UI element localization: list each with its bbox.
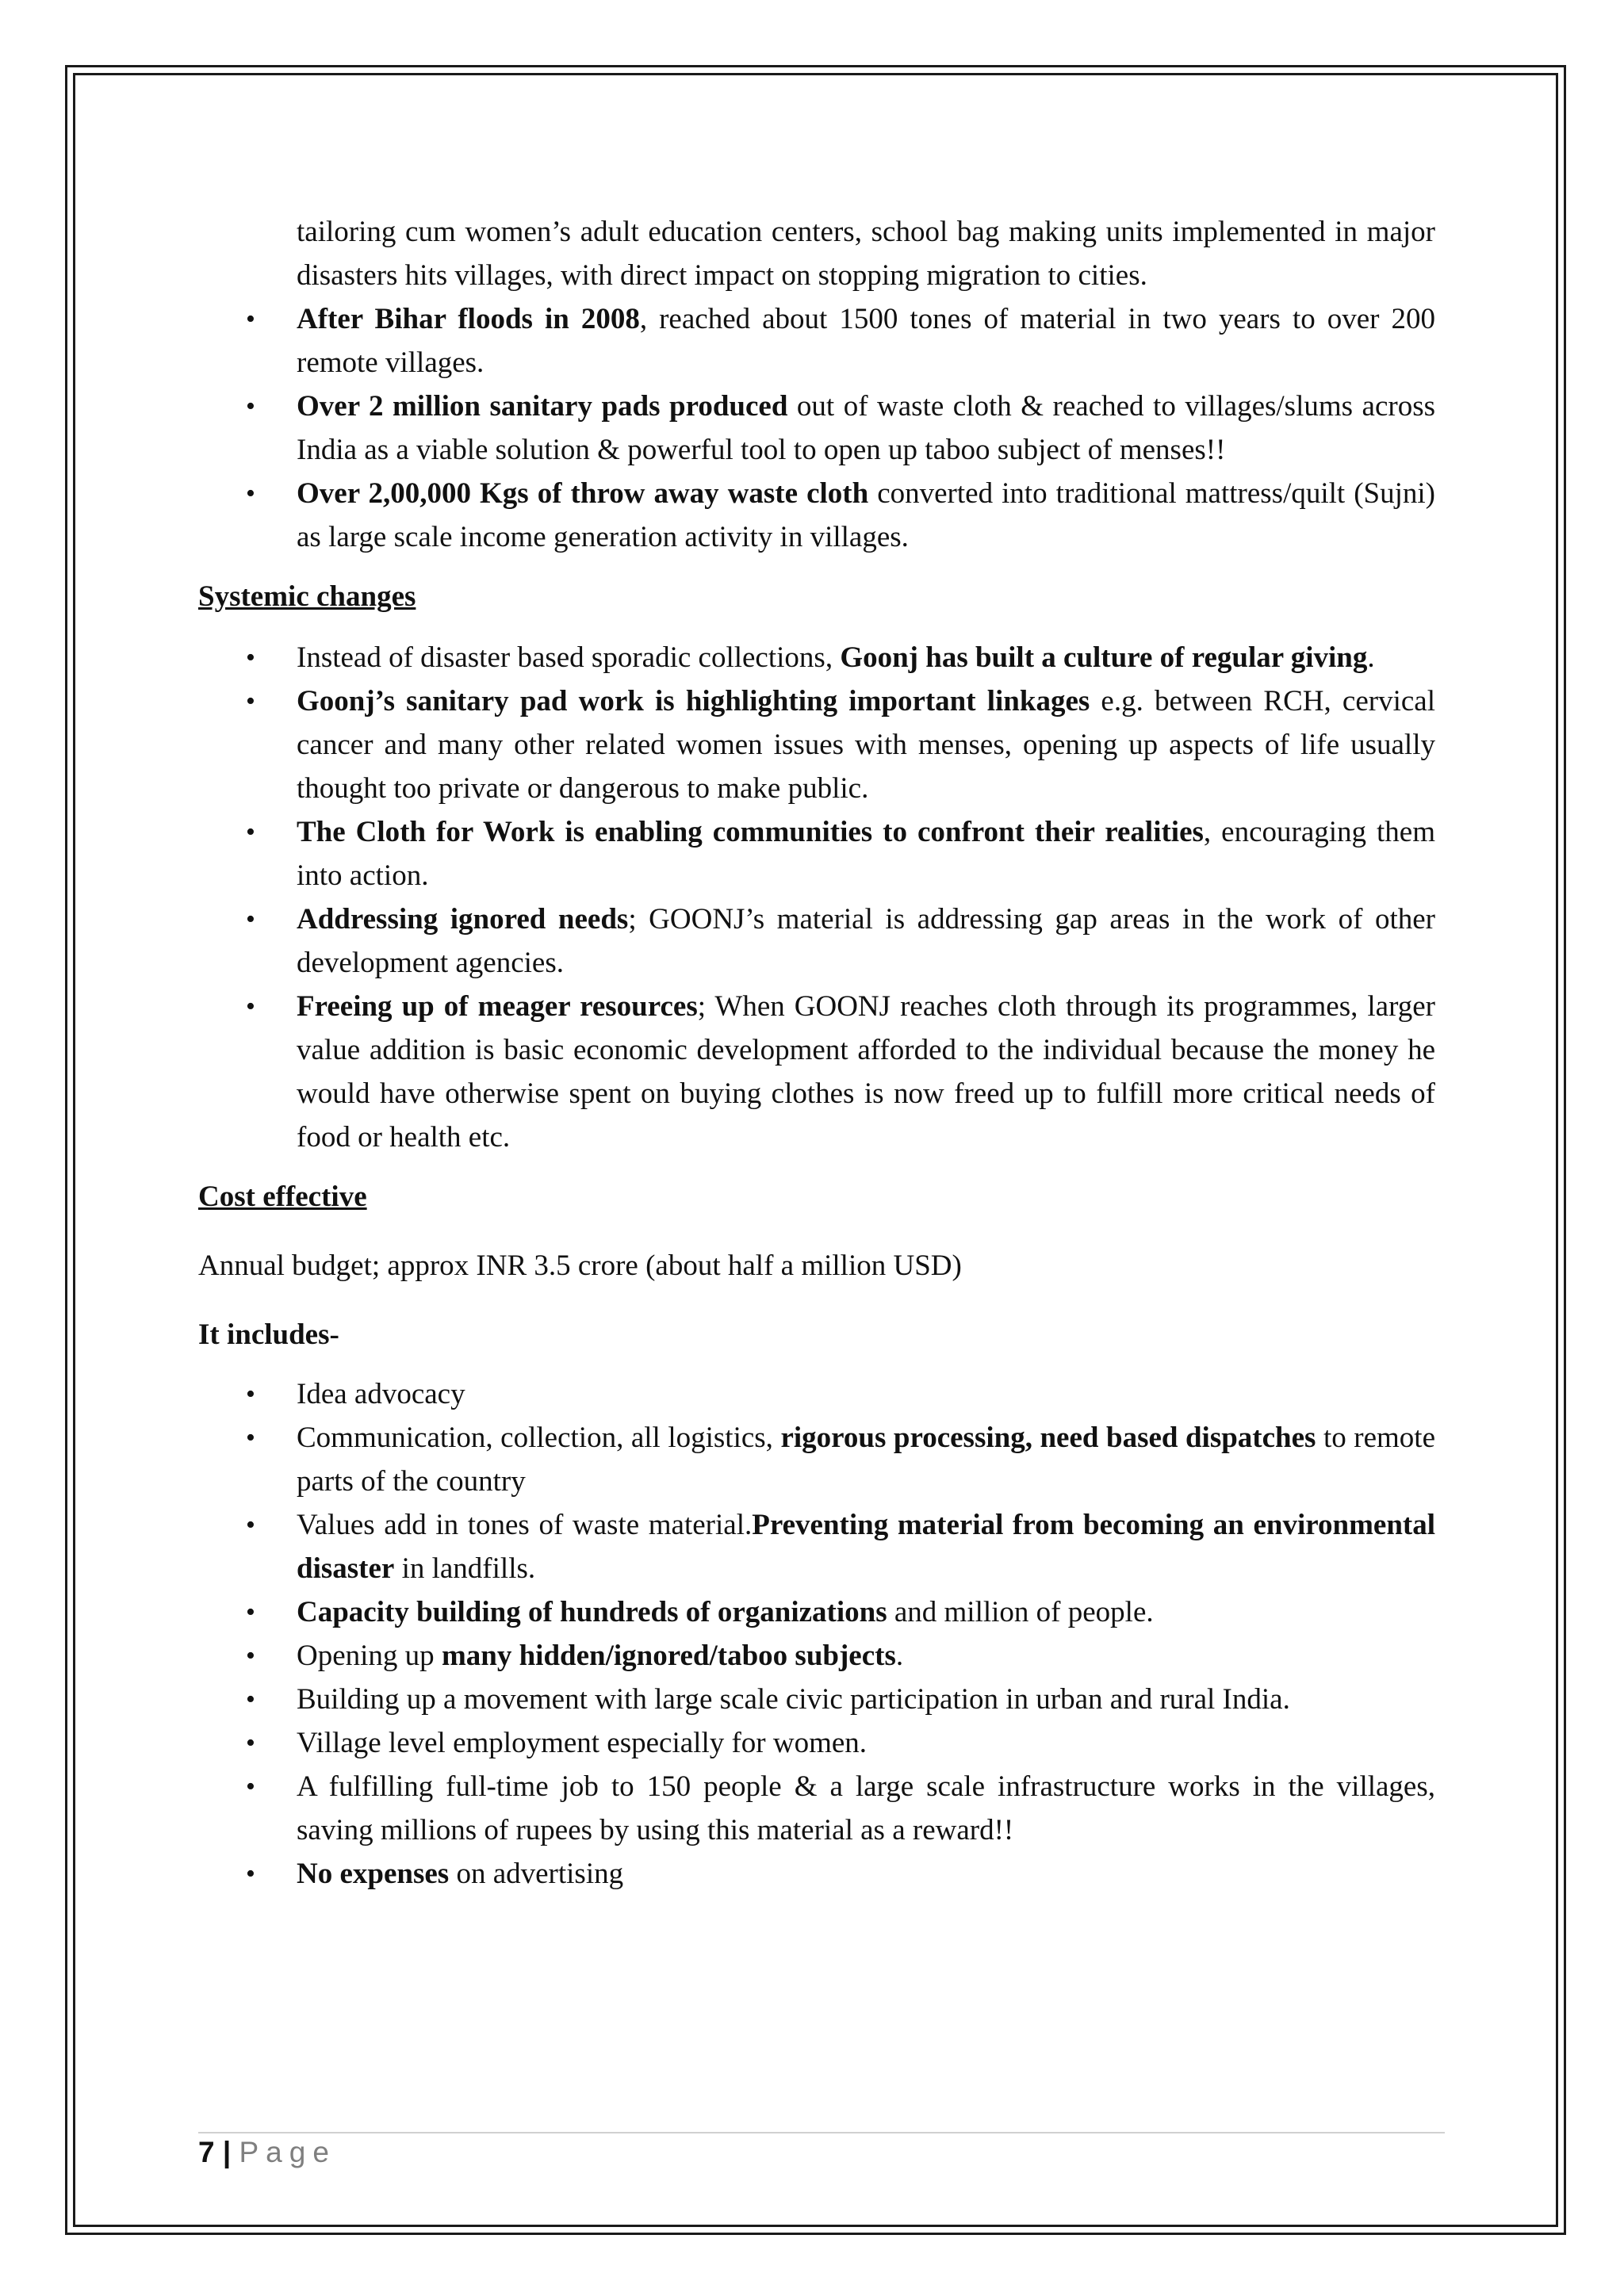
- list-item: • Opening up many hidden/ignored/taboo subjects.: [198, 1634, 1435, 1678]
- list-item: • Over 2 million sanitary pads produced out of waste cloth & reached to villages/slums across India as a viable solution & powerful tool to open up taboo subject of menses!!: [198, 385, 1435, 472]
- list-item: • Village level employment especially for women.: [198, 1721, 1435, 1765]
- footer-divider: [198, 2132, 1445, 2133]
- page-number: 7: [198, 2136, 215, 2168]
- list-item: • Freeing up of meager resources; When GOONJ reaches cloth through its programmes, larger value addition is basic economic development afforded to the individual because the money he would have otherwise spent on buying clothes is now freed up to fulfill more critical needs of food or health etc.: [198, 985, 1435, 1159]
- list-item: • Instead of disaster based sporadic collections, Goonj has built a culture of regular giving.: [198, 636, 1435, 679]
- includes-label: It includes-: [198, 1318, 339, 1351]
- budget-line: Annual budget; approx INR 3.5 crore (about half a million USD): [198, 1249, 962, 1282]
- list-item: • No expenses on advertising: [198, 1852, 1435, 1896]
- systemic-bullet-list: [198, 636, 1435, 1159]
- includes-bullet-list: [198, 1372, 1435, 1896]
- footer-separator: |: [222, 2136, 232, 2168]
- list-item: • Idea advocacy: [198, 1372, 1435, 1416]
- list-item: • Building up a movement with large scale civic participation in urban and rural India.: [198, 1678, 1435, 1721]
- intro-bullet-list: [198, 297, 1435, 559]
- list-item: • Goonj’s sanitary pad work is highlighting important linkages e.g. between RCH, cervical cancer and many other related women issues with menses, opening up aspects of life usually thought too private or dangerous to make public.: [198, 679, 1435, 810]
- list-item: • Communication, collection, all logistics, rigorous processing, need based dispatches to remote parts of the country: [198, 1416, 1435, 1503]
- section-heading-cost: Cost effective: [198, 1181, 367, 1213]
- list-item: • After Bihar floods in 2008, reached about 1500 tones of material in two years to over 200 remote villages.: [198, 297, 1435, 385]
- list-item: • Values add in tones of waste material.Preventing material from becoming an environmental disaster in landfills.: [198, 1503, 1435, 1590]
- list-item: • A fulfilling full-time job to 150 people & a large scale infrastructure works in the villages, saving millions of rupees by using this material as a reward!!: [198, 1765, 1435, 1852]
- list-item: • Capacity building of hundreds of organizations and million of people.: [198, 1590, 1435, 1634]
- page-label: Page: [239, 2136, 336, 2168]
- continuation-paragraph: tailoring cum women’s adult education centers, school bag making units implemented in major disasters hits villages, with direct impact on stopping migration to cities.: [297, 216, 1435, 292]
- list-item: • Over 2,00,000 Kgs of throw away waste cloth converted into traditional mattress/quilt (Sujni) as large scale income generation activity in villages.: [198, 472, 1435, 559]
- list-item: • The Cloth for Work is enabling communities to confront their realities, encouraging them into action.: [198, 810, 1435, 897]
- document-body: [198, 210, 1435, 1896]
- page-footer: [198, 2136, 336, 2169]
- section-heading-systemic: Systemic changes: [198, 580, 416, 613]
- list-item: • Addressing ignored needs; GOONJ’s material is addressing gap areas in the work of other development agencies.: [198, 897, 1435, 985]
